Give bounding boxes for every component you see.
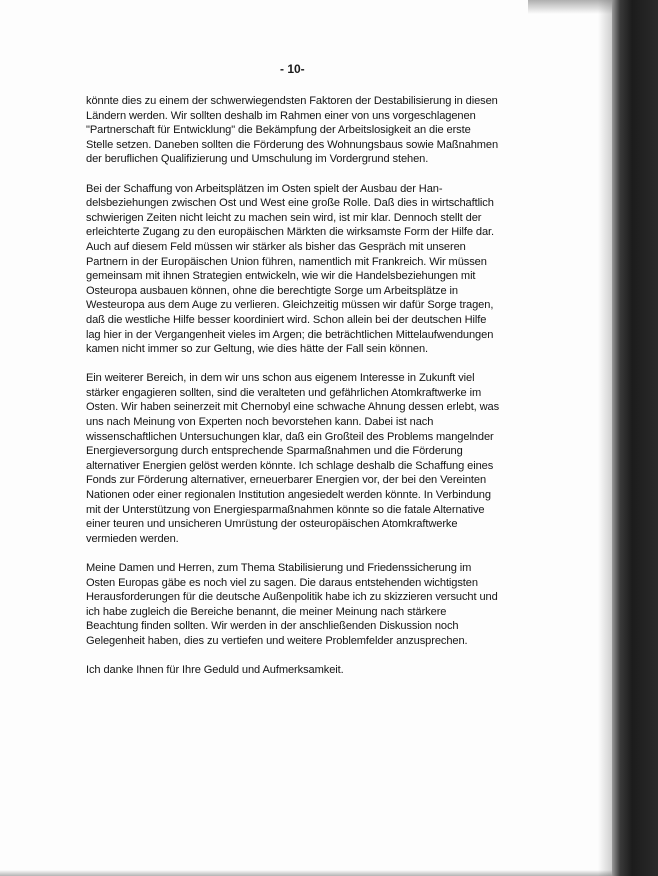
text-line: Osten. Wir haben seinerzeit mit Chernobyl eine schwache Ahnung dessen erlebt, was [86,401,500,414]
paragraph-3 [86,371,526,546]
text-line: Energieversorgung durch entsprechende Sparmaßnahmen und die Förderung [86,445,463,458]
text-line: könnte dies zu einem der schwerwiegendsten Faktoren der Destabilisierung in diesen [86,95,498,107]
paragraph-5 [86,663,526,678]
text-line: stärker engagieren sollten, sind die veralteten und gefährlichen Atomkraftwerke im [86,386,482,399]
paragraph-1 [86,94,526,167]
paragraph-4 [86,561,526,649]
text-line: wissenschaftlichen Untersuchungen klar, daß ein Großteil des Problems mangelnder [86,430,494,443]
text-line: Osten Europas gäbe es noch viel zu sagen. Die daraus entstehenden wichtigsten [86,576,478,589]
page-number: - 10- [280,62,305,76]
text-line: daß die westliche Hilfe besser koordiniert wird. Schon allein bei der deutschen Hilfe [86,313,487,326]
text-line: Meine Damen und Herren, zum Thema Stabilisierung und Friedenssicherung im [86,562,472,574]
text-line: mit der Unterstützung von Energiesparmaßnahmen könnte so die fatale Alternative [86,503,485,516]
text-line: Osteuropa ausbauen können, ohne die berechtigte Sorge um Arbeitsplätze in [86,284,458,297]
text-line: delsbeziehungen zwischen Ost und West eine große Rolle. Daß dies in wirtschaftlich [86,197,494,210]
text-line: Fonds zur Förderung alternativer, erneuerbarer Energien vor, der bei den Vereinten [86,474,487,487]
text-line: ich habe zugleich die Bereiche benannt, die meiner Meinung nach stärkere [86,605,447,618]
text-line: alternativer Energien gelöst werden könnte. Ich schlage deshalb die Schaffung eines [86,459,494,472]
text-line: Auch auf diesem Feld müssen wir stärker als bisher das Gespräch mit unseren [86,240,466,253]
text-line: Ich danke Ihnen für Ihre Geduld und Aufmerksamkeit. [86,664,344,677]
text-line: Herausforderungen für die deutsche Außenpolitik habe ich zu skizzieren versucht und [86,591,498,604]
text-line: kamen nicht immer so zur Geltung, wie dies hätte der Fall sein können. [86,343,429,356]
scan-shadow-edge [612,0,658,876]
text-line: einer teuren und unsicheren Umrüstung der osteuropäischen Atomkraftwerke [86,518,458,531]
document-body [86,94,526,692]
text-line: Gelegenheit haben, dies zu vertiefen und weitere Problemfelder anzusprechen. [86,634,468,647]
text-line: Nationen oder einer regionalen Institution angesiedelt werden könnte. In Verbindung [86,489,491,502]
text-line: Ein weiterer Bereich, in dem wir uns schon aus eigenem Interesse in Zukunft viel [86,372,475,385]
text-line: "Partnerschaft für Entwicklung" die Bekämpfung der Arbeitslosigkeit an die erste [86,124,471,137]
text-line: erleichterte Zugang zu den europäischen Märkten die wirksamste Form der Hilfe dar. [86,226,495,239]
text-line: gemeinsam mit ihnen Strategien entwickeln, wie wir die Handelsbeziehungen mit [86,270,476,283]
text-line: lag hier in der Vergangenheit vieles im Argen; die beträchtlichen Mittelaufwendungen [86,328,494,341]
text-line: vermieden werden. [86,532,179,545]
text-line: uns nach Meinung von Experten noch bevorstehen kann. Dabei ist nach [86,416,434,429]
scan-shadow-bottom [0,870,612,876]
paragraph-2 [86,182,526,357]
text-line: Bei der Schaffung von Arbeitsplätzen im Osten spielt der Ausbau der Han- [86,182,443,195]
text-line: der beruflichen Qualifizierung und Umschulung im Vordergrund stehen. [86,153,429,166]
text-line: Ländern werden. Wir sollten deshalb im Rahmen einer von uns vorgeschlagenen [86,109,476,122]
text-line: Stelle setzen. Daneben sollten die Förderung des Wohnungsbaus sowie Maßnahmen [86,138,499,151]
text-line: Westeuropa aus dem Auge zu verlieren. Gleichzeitig müssen wir dafür Sorge tragen, [86,299,494,312]
text-line: Partnern in der Europäischen Union führen, namentlich mit Frankreich. Wir müssen [86,255,487,268]
text-line: schwierigen Zeiten nicht leicht zu machen sein wird, ist mir klar. Dennoch stellt der [86,211,482,224]
text-line: Beachtung finden sollten. Wir werden in der anschließenden Diskussion noch [86,620,459,633]
